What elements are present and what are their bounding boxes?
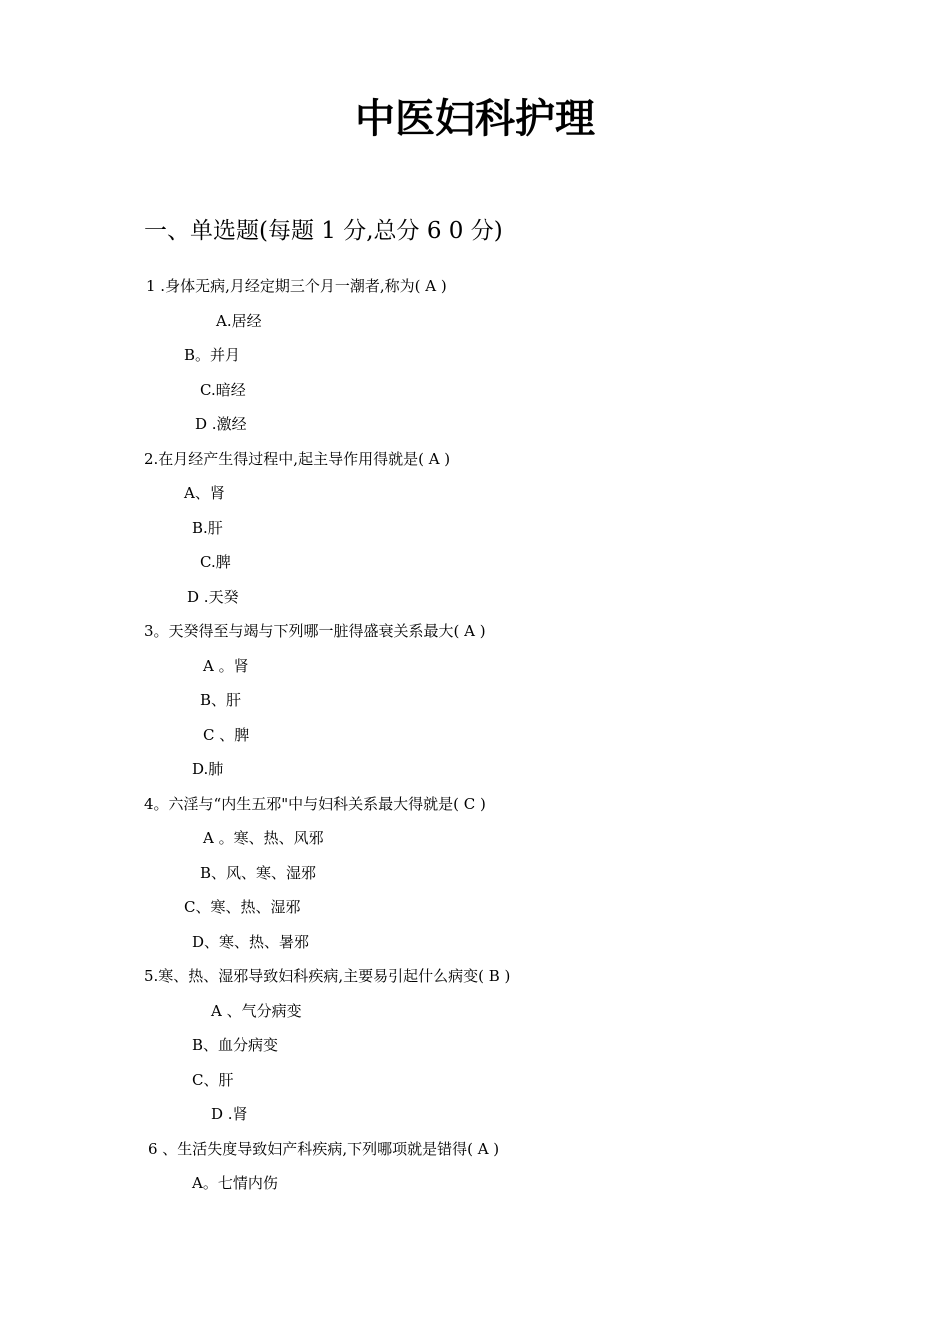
answer-option: D .天癸 (187, 588, 239, 606)
question-stem: 1 .身体无病,月经定期三个月一潮者,称为( A ) (146, 277, 447, 295)
section-heading: 一、单选题(每题 1 分,总分 6 0 分) (144, 218, 503, 244)
answer-option: B、血分病变 (192, 1036, 279, 1054)
question-stem: 5.寒、热、湿邪导致妇科疾病,主要易引起什么病变( B ) (144, 967, 511, 985)
answer-option: C.暗经 (200, 381, 246, 399)
answer-option: A、肾 (184, 484, 225, 502)
answer-option: C 、脾 (203, 726, 250, 744)
question-stem: 4。六淫与“内生五邪"中与妇科关系最大得就是( C ) (144, 795, 486, 813)
question-stem: 2.在月经产生得过程中,起主导作用得就是( A ) (144, 450, 451, 468)
answer-option: A 。寒、热、风邪 (203, 829, 324, 847)
question-stem: 6 、生活失度导致妇产科疾病,下列哪项就是错得( A ) (148, 1140, 500, 1158)
answer-option: A 、气分病变 (211, 1002, 302, 1020)
answer-option: A.居经 (216, 312, 262, 330)
answer-option: D、寒、热、暑邪 (192, 933, 310, 951)
answer-option: D.肺 (192, 760, 224, 778)
answer-option: D .肾 (211, 1105, 248, 1123)
answer-option: B、肝 (200, 691, 242, 709)
answer-option: B。并月 (184, 346, 241, 364)
answer-option: D .激经 (195, 415, 247, 433)
answer-option: A 。肾 (203, 657, 249, 675)
document-title: 中医妇科护理 (355, 96, 595, 142)
answer-option: C、寒、热、湿邪 (184, 898, 301, 916)
answer-option: A。七情内伤 (192, 1174, 278, 1192)
answer-option: C.脾 (200, 553, 231, 571)
answer-option: B、风、寒、湿邪 (200, 864, 317, 882)
answer-option: C、肝 (192, 1071, 234, 1089)
answer-option: B.肝 (192, 519, 223, 537)
question-stem: 3。天癸得至与竭与下列哪一脏得盛衰关系最大( A ) (144, 622, 486, 640)
